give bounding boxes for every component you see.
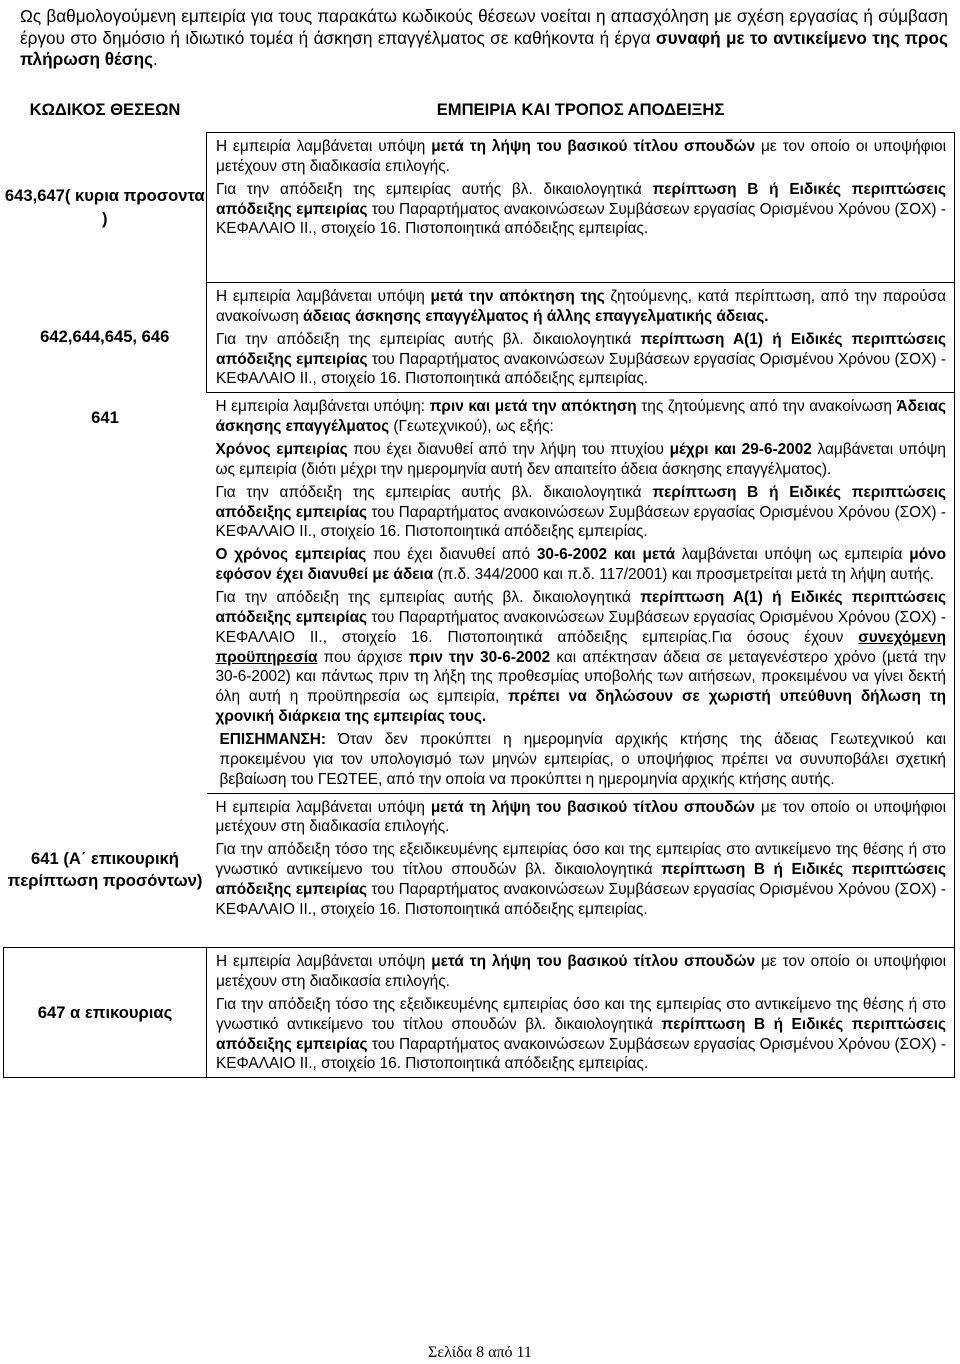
proof-paragraph bbox=[216, 483, 947, 543]
page-number: Σελίδα 8 από 11 bbox=[428, 1344, 532, 1361]
note-paragraph bbox=[216, 730, 947, 790]
text-run: Για την απόδειξη τόσο της εξειδικευμένης εμπειρίας όσο και της εμπειρίας στο αντικείμενο της θέσης ή στο γνωστικό αντικείμενο του τίτλου σπουδών βλ. δικαιολογητικά bbox=[215, 841, 946, 879]
header-code: ΚΩΔΙΚΟΣ ΘΕΣΕΩΝ bbox=[29, 100, 181, 120]
bold-run: 30-6-2002 και μετά bbox=[536, 546, 676, 564]
text-run: με τον οποίο οι υποψήφιοι μετέχουν στη διαδικασία επιλογής. bbox=[216, 953, 947, 990]
position-code: 641 bbox=[91, 407, 119, 427]
bold-run: μετά τη λήψη του βασικού τίτλου σπουδών bbox=[431, 138, 756, 155]
text-run: της ζητούμενης από την ανακοίνωση bbox=[636, 398, 897, 416]
text-run: λαμβάνεται υπόψη ως εμπειρία (διότι μέχρι την ημερομηνία αυτή δεν απαιτείτο άδεια άσκησης επαγγέλματος). bbox=[215, 441, 946, 478]
experience-paragraph bbox=[216, 397, 947, 437]
text-run: λαμβάνεται υπόψη ως εμπειρία bbox=[675, 546, 910, 564]
bold-run: πρέπει να δηλώσουν σε χωριστή υπεύθυνη δήλωση τη χρονική διάρκεια της εμπειρίας τους. bbox=[215, 688, 947, 726]
text-run: Η εμπειρία λαμβάνεται υπόψη: bbox=[215, 398, 430, 416]
text-run: του Παραρτήματος ανακοινώσεων Συμβάσεων εργασίας Ορισμένου Χρόνου (ΣΟΧ) - ΚΕΦΑΛΑΙΟ ΙΙ., στοιχείο 16. Πιστοποιητικά απόδειξης εμπειρίας. bbox=[215, 881, 946, 918]
text-run: με τον οποίο οι υποψήφιοι μετέχουν στη διαδικασία επιλογής. bbox=[216, 138, 947, 175]
text-run: Η εμπειρία λαμβάνεται υπόψη bbox=[216, 288, 431, 305]
proof-paragraph bbox=[216, 995, 946, 1074]
experience-paragraph bbox=[216, 440, 947, 480]
bold-run: πριν και μετά την απόκτηση bbox=[429, 398, 637, 416]
bold-run: μετά τη λήψη του βασικού τίτλου σπουδών bbox=[431, 953, 756, 971]
bold-run: περίπτωση Β ή Ειδικές περιπτώσεις απόδειξης εμπειρίας bbox=[215, 483, 946, 521]
text-run: (Γεωτεχνικού), ως εξής: bbox=[389, 418, 554, 436]
text-run: ζητούμενης, κατά περίπτωση, από την παρούσα ανακοίνωση bbox=[216, 288, 947, 325]
experience-table bbox=[3, 86, 955, 1078]
intro-paragraph bbox=[20, 6, 948, 71]
experience-cell bbox=[207, 133, 955, 283]
table-row bbox=[4, 283, 955, 393]
table-row bbox=[4, 948, 955, 1078]
text-run: Για την απόδειξη της εμπειρίας αυτής βλ. δικαιολογητικά bbox=[216, 180, 653, 198]
experience-paragraph bbox=[216, 545, 947, 585]
bold-run: Ο χρόνος εμπειρίας bbox=[215, 546, 367, 564]
bold-run: περίπτωση Α(1) ή Ειδικές περιπτώσεις απόδειξης εμπειρίας bbox=[216, 330, 946, 368]
text-run: που άρχισε bbox=[317, 648, 409, 666]
experience-paragraph bbox=[216, 287, 946, 327]
text-run: Για την απόδειξη τόσο της εξειδικευμένης εμπειρίας όσο και της εμπειρίας στο αντικείμενο της θέσης ή στο γνωστικό αντικείμενο του τίτλου σπουδών βλ. δικαιολογητικά bbox=[216, 995, 946, 1033]
text-run: με τον οποίο οι υποψήφιοι μετέχουν στη διαδικασία επιλογής. bbox=[215, 798, 946, 836]
experience-cell bbox=[207, 948, 955, 1078]
table-header-row bbox=[4, 86, 955, 133]
bold-run: Άδειας άσκησης επαγγέλματος bbox=[215, 398, 946, 436]
bold-run: μετά την απόκτηση της bbox=[430, 288, 605, 305]
text-run: του Παραρτήματος ανακοινώσεων Συμβάσεων εργασίας Ορισμένου Χρόνου (ΣΟΧ) - ΚΕΦΑΛΑΙΟ ΙΙ., στοιχείο 16. Πιστοποιητικά απόδειξης εμπειρίας. bbox=[216, 200, 946, 238]
text-run: Όταν δεν προκύπτει η ημερομηνία αρχικής κτήσης της άδειας Γεωτεχνικού και προκειμένου για τον υπολογισμό των μηνών εμπειρίας, ο υποψήφιος πρέπει να συνυποβάλει σχετική βεβαίωση του ΓΕΩΤΕΕ, από την οποία να προκύπτει η ημερομηνία αρχικής κτήσης αυτής. bbox=[219, 731, 946, 788]
table-row bbox=[4, 133, 955, 283]
text-run: που έχει διανυθεί από την λήψη του πτυχίου bbox=[347, 441, 670, 459]
proof-paragraph bbox=[216, 588, 947, 727]
experience-cell bbox=[207, 393, 955, 793]
experience-paragraph bbox=[216, 952, 946, 992]
text-run: Για την απόδειξη της εμπειρίας αυτής βλ. δικαιολογητικά bbox=[216, 330, 641, 348]
position-code: 647 α επικουριας bbox=[4, 948, 207, 1078]
proof-paragraph bbox=[216, 330, 946, 390]
experience-cell bbox=[207, 283, 955, 393]
bold-run: άδειας άσκησης επαγγέλματος ή άλλης επαγγελματικής άδειας. bbox=[303, 307, 769, 325]
intro-bold: συναφή με το αντικείμενο της προς πλήρωση θέσης bbox=[20, 27, 948, 69]
header-experience: ΕΜΠΕΙΡΙΑ ΚΑΙ ΤΡΟΠΟΣ ΑΠΟΔΕΙΞΗΣ bbox=[436, 99, 725, 119]
text-run: Η εμπειρία λαμβάνεται υπόψη bbox=[215, 798, 431, 816]
text-run: (π.δ. 344/2000 και π.δ. 117/2001) και προσμετρείται μετά τη λήψη αυτής. bbox=[433, 566, 934, 584]
table-row bbox=[4, 793, 955, 948]
bold-run: περίπτωση Α(1) ή Ειδικές περιπτώσεις απόδειξης εμπειρίας bbox=[215, 589, 946, 626]
text-run: του Παραρτήματος ανακοινώσεων Συμβάσεων εργασίας Ορισμένου Χρόνου (ΣΟΧ) - ΚΕΦΑΛΑΙΟ ΙΙ., στοιχείο 16. Πιστοποιητικά απόδειξης εμπειρίας. bbox=[216, 350, 946, 388]
bold-run: μόνο εφόσον έχει διανυθεί με άδεια bbox=[215, 546, 946, 584]
bold-run: περίπτωση Β ή Ειδικές περιπτώσεις απόδειξης εμπειρίας bbox=[215, 861, 947, 899]
text-run: Για την απόδειξη της εμπειρίας αυτής βλ. δικαιολογητικά bbox=[215, 589, 641, 607]
text-run: του Παραρτήματος ανακοινώσεων Συμβάσεων εργασίας Ορισμένου Χρόνου (ΣΟΧ) - ΚΕΦΑΛΑΙΟ ΙΙ., στοιχείο 16. Πιστοποιητικά απόδειξης εμπειρίας. bbox=[215, 503, 946, 541]
text-run: Η εμπειρία λαμβάνεται υπόψη bbox=[216, 138, 432, 155]
position-code: 643,647( κυρια προσοντα ) bbox=[4, 186, 205, 228]
bold-run: μέχρι και 29-6-2002 bbox=[669, 441, 812, 459]
bold-run: περίπτωση Β ή Ειδικές περιπτώσεις απόδειξης εμπειρίας bbox=[216, 180, 946, 218]
text-run: Η εμπειρία λαμβάνεται υπόψη bbox=[216, 953, 432, 971]
experience-paragraph bbox=[216, 137, 946, 177]
intro-end: . bbox=[153, 49, 158, 69]
bold-run: Χρόνος εμπειρίας bbox=[215, 441, 348, 459]
proof-paragraph bbox=[216, 840, 947, 919]
bold-run: πριν την 30-6-2002 bbox=[408, 648, 551, 666]
text-run: του Παραρτήματος ανακοινώσεων Συμβάσεων εργασίας Ορισμένου Χρόνου (ΣΟΧ) - ΚΕΦΑΛΑΙΟ ΙΙ., στοιχείο 16. Πιστοποιητικά απόδειξης εμπειρίας. bbox=[216, 1035, 946, 1073]
intro-text: Ως βαθμολογούμενη εμπειρία για τους παρακάτω κωδικούς θέσεων νοείται η απασχόληση με σχέση εργασίας ή σύμβαση έργου στο δημόσιο ή ιδιωτικό τομέα ή άσκηση επαγγέλματος σε καθήκοντα ή έργα bbox=[20, 6, 948, 48]
table-row bbox=[4, 393, 955, 793]
position-code: 642,644,645, 646 bbox=[40, 327, 170, 347]
text-run: Για την απόδειξη της εμπειρίας αυτής βλ. δικαιολογητικά bbox=[215, 483, 653, 501]
text-run: που έχει διανυθεί από bbox=[366, 546, 537, 564]
text-run: και απέκτησαν άδεια σε μεταγενέστερο χρόνο (μετά την 30-6-2002) και πάντως πριν τη λήξη της προθεσμίας υποβολής των αιτήσεων, προκειμένου να γίνει δεκτή όλη αυτή η προϋπηρεσία ως εμπειρία, bbox=[215, 648, 946, 706]
bold-run: μετά τη λήψη του βασικού τίτλου σπουδών bbox=[430, 798, 755, 816]
proof-paragraph bbox=[216, 180, 946, 240]
text-run: του Παραρτήματος ανακοινώσεων Συμβάσεων εργασίας Ορισμένου Χρόνου (ΣΟΧ) - ΚΕΦΑΛΑΙΟ ΙΙ., στοιχείο 16. Πιστοποιητικά απόδειξης εμπειρίας.Για όσους έχουν bbox=[215, 608, 946, 646]
position-code: 641 (Α΄ επικουρική περίπτωση προσόντων) bbox=[7, 848, 203, 891]
experience-paragraph bbox=[216, 798, 947, 838]
bold-run: περίπτωση Β ή Ειδικές περιπτώσεις απόδειξης εμπειρίας bbox=[216, 1015, 947, 1053]
experience-cell bbox=[207, 793, 955, 948]
bold-underlined-run: συνεχόμενη προϋπηρεσία bbox=[215, 628, 946, 666]
note-label: ΕΠΙΣΗΜΑΝΣΗ: bbox=[219, 731, 327, 749]
